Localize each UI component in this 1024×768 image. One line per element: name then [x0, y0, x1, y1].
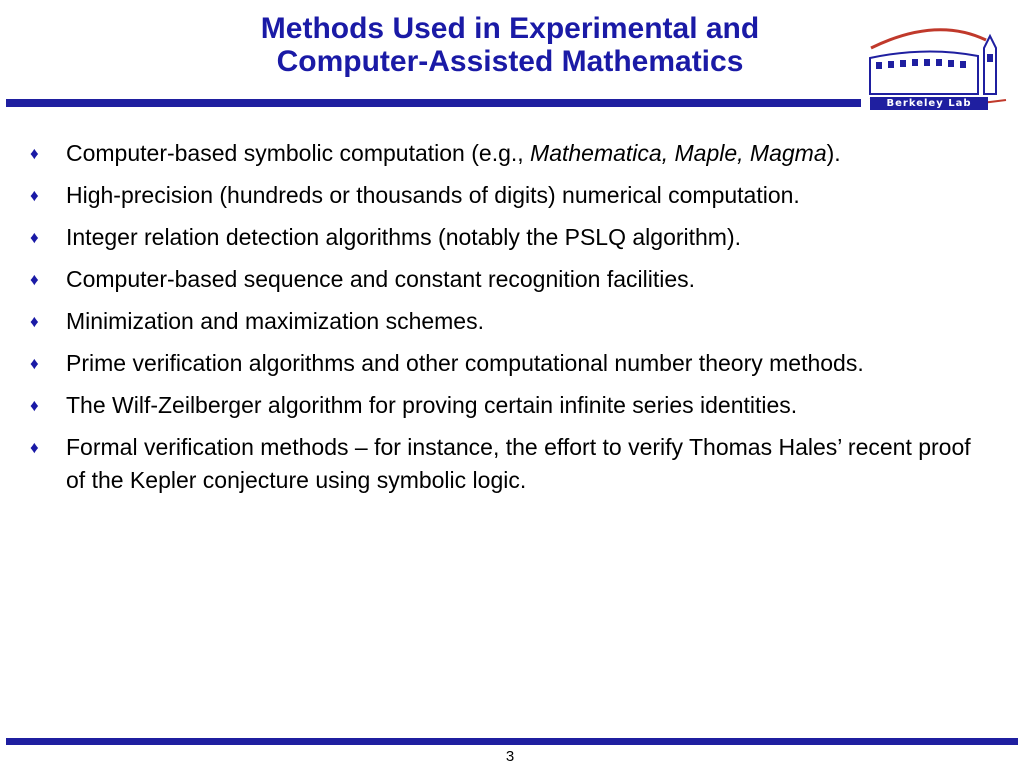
bullet-text: Integer relation detection algorithms (notably the PSLQ algorithm).	[66, 224, 742, 250]
bullet-text: Formal verification methods – for instance, the effort to verify Thomas Hales’ recent proof of the Kepler conjecture using symbolic logic.	[66, 434, 971, 493]
diamond-bullet-icon: ♦	[30, 144, 39, 163]
bullet-text: Computer-based symbolic computation (e.g.,	[66, 140, 531, 166]
bullet-text-end: ).	[826, 140, 841, 166]
header-divider	[6, 99, 861, 107]
list-item	[30, 137, 990, 170]
diamond-bullet-icon: ♦	[30, 354, 39, 373]
list-item	[30, 305, 990, 338]
logo-wordmark: Berkeley Lab	[870, 97, 988, 110]
list-item	[30, 221, 990, 254]
bullet-text: The Wilf-Zeilberger algorithm for proving certain infinite series identities.	[66, 392, 798, 418]
bullet-text: Minimization and maximization schemes.	[66, 308, 484, 334]
diamond-bullet-icon: ♦	[30, 228, 39, 247]
bullet-text: High-precision (hundreds or thousands of digits) numerical computation.	[66, 182, 800, 208]
list-item	[30, 389, 990, 422]
footer-divider	[6, 738, 1018, 745]
title-line-2: Computer-Assisted Mathematics	[276, 45, 744, 78]
bullet-text: Prime verification algorithms and other computational number theory methods.	[66, 350, 864, 376]
page-number: 3	[505, 748, 515, 765]
bullet-italic-text: Mathematica, Maple, Magma	[530, 140, 827, 166]
list-item	[30, 431, 990, 497]
diamond-bullet-icon: ♦	[30, 312, 39, 331]
diamond-bullet-icon: ♦	[30, 396, 39, 415]
bullet-text: Computer-based sequence and constant recognition facilities.	[66, 266, 696, 292]
diamond-bullet-icon: ♦	[30, 270, 39, 289]
title-line-1: Methods Used in Experimental and	[260, 12, 760, 45]
list-item	[30, 263, 990, 296]
slide-title	[170, 12, 850, 78]
diamond-bullet-icon: ♦	[30, 438, 39, 457]
list-item	[30, 347, 990, 380]
list-item	[30, 179, 990, 212]
diamond-bullet-icon: ♦	[30, 186, 39, 205]
bullet-list	[30, 137, 990, 506]
